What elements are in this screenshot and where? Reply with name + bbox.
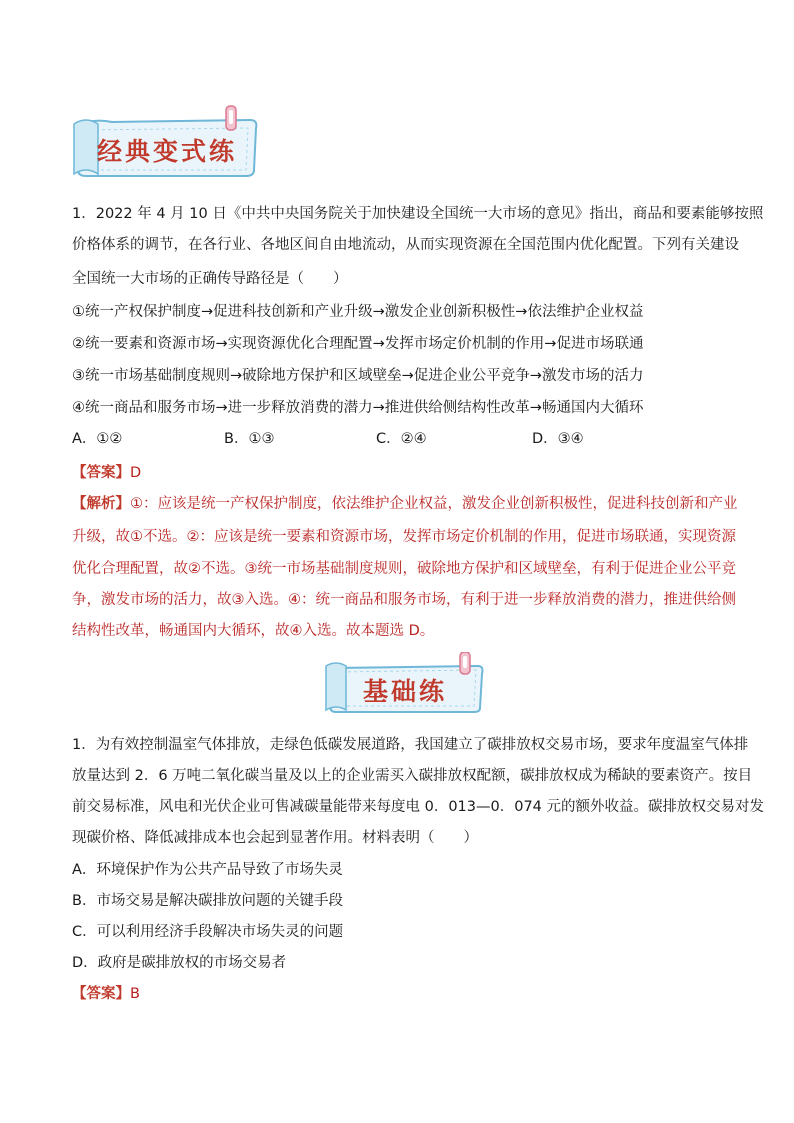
q1-analysis-line-5: 结构性改革，畅通国内大循环，故④入选。故本题选 D。 bbox=[72, 623, 435, 639]
q1-options bbox=[72, 424, 692, 455]
analysis-text: ①：应该是统一产权保护制度，依法维护企业权益，激发企业创新积极性，促进科技创新和产业 bbox=[130, 496, 738, 512]
answer-tag: 【答案】 bbox=[72, 986, 130, 1002]
q2-option-c[interactable]: C．可以利用经济手段解决市场失灵的问题 bbox=[72, 924, 344, 940]
q1-option-b[interactable]: B．①③ bbox=[224, 431, 275, 447]
q1-analysis-line-3: 优化合理配置，故②不选。③统一市场基础制度规则，破除地方保护和区域壁垒，有利于促进企业公平竞 bbox=[72, 561, 736, 577]
q1-stem-line-2: 价格体系的调节，在各行业、各地区间自由地流动，从而实现资源在全国范围内优化配置。下列有关建设 bbox=[72, 237, 739, 253]
q2-option-d[interactable]: D．政府是碳排放权的市场交易者 bbox=[72, 955, 287, 971]
q2-option-b[interactable]: B．市场交易是解决碳排放问题的关键手段 bbox=[72, 893, 343, 909]
q1-analysis-line-2: 升级，故①不选。②：应该是统一要素和资源市场，发挥市场定价机制的作用，促进市场联通，实现资源 bbox=[72, 529, 736, 545]
q2-stem-line-2: 放量达到 2．6 万吨二氧化碳当量及以上的企业需买入碳排放权配额，碳排放权成为稀缺的要素资产。按目 bbox=[72, 768, 753, 784]
q1-item-2: ②统一要素和资源市场→实现资源优化合理配置→发挥市场定价机制的作用→促进市场联通 bbox=[72, 336, 644, 352]
q2-answer bbox=[72, 979, 724, 1010]
q1-analysis-line-4: 争，激发市场的活力，故③入选。④：统一商品和服务市场，有利于进一步释放消费的潜力，推进供给侧 bbox=[72, 592, 736, 608]
q1-analysis-line-1 bbox=[72, 489, 738, 520]
answer-tag: 【答案】 bbox=[72, 465, 130, 481]
answer-value: D bbox=[130, 465, 142, 481]
section-banner-basic bbox=[322, 652, 488, 716]
q1-option-a[interactable]: A．①② bbox=[72, 431, 123, 447]
q1-option-c[interactable]: C．②④ bbox=[376, 431, 427, 447]
q1-item-3: ③统一市场基础制度规则→破除地方保护和区域壁垒→促进企业公平竞争→激发市场的活力 bbox=[72, 368, 644, 384]
answer-value: B bbox=[130, 986, 140, 1002]
analysis-tag: 【解析】 bbox=[72, 496, 130, 512]
q1-item-1: ①统一产权保护制度→促进科技创新和产业升级→激发企业创新积极性→依法维护企业权益 bbox=[72, 304, 644, 320]
section-title-basic: 基础练 bbox=[362, 677, 447, 706]
section-banner-classic bbox=[72, 104, 262, 182]
q1-item-4: ④统一商品和服务市场→进一步释放消费的潜力→推进供给侧结构性改革→畅通国内大循环 bbox=[72, 400, 644, 416]
q2-stem-line-3: 前交易标准，风电和光伏企业可售减碳量能带来每度电 0．013—0．074 元的额外收益。碳排放权交易对发 bbox=[72, 799, 765, 815]
q1-stem-line-3: 全国统一大市场的正确传导路径是（ ） bbox=[72, 271, 348, 287]
q1-answer bbox=[72, 458, 724, 489]
q2-stem-line-4: 现碳价格、降低减排成本也会起到显著作用。材料表明（ ） bbox=[72, 830, 478, 846]
q1-option-d[interactable]: D．③④ bbox=[532, 431, 584, 447]
q1-stem-line-1: 1．2022 年 4 月 10 日《中共中央国务院关于加快建设全国统一大市场的意见》指出，商品和要素能够按照 bbox=[72, 206, 764, 222]
section-title-classic: 经典变式练 bbox=[96, 137, 237, 166]
q2-option-a[interactable]: A．环境保护作为公共产品导致了市场失灵 bbox=[72, 862, 343, 878]
q2-stem-line-1: 1．为有效控制温室气体排放，走绿色低碳发展道路，我国建立了碳排放权交易市场，要求年度温室气体排 bbox=[72, 737, 749, 753]
